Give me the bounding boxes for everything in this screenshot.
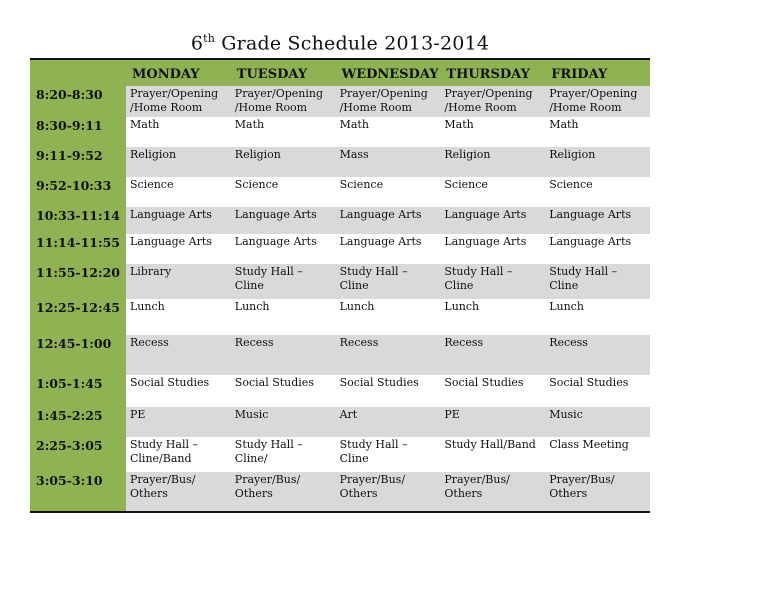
- schedule-cell: Social Studies: [444, 376, 524, 389]
- schedule-cell: Class Meeting: [549, 438, 629, 451]
- schedule-cell: Study Hall – Cline: [339, 438, 408, 465]
- table-row: [30, 299, 650, 335]
- time-slot: 12:25-12:45: [30, 299, 126, 335]
- time-slot: 12:45-1:00: [30, 335, 126, 375]
- header-row: [30, 59, 650, 86]
- schedule-cell: Prayer/Opening /Home Room: [545, 86, 650, 117]
- schedule-cell: Math: [130, 118, 160, 131]
- table-row: [30, 407, 650, 437]
- day-header: FRIDAY: [545, 59, 650, 86]
- schedule-cell: Language Arts: [549, 235, 632, 248]
- schedule-cell: Prayer/Bus/ Others: [336, 472, 441, 512]
- schedule-cell: Science: [444, 178, 488, 191]
- schedule-cell: Language Arts: [440, 207, 545, 234]
- title-grade: 6: [190, 32, 204, 55]
- schedule-cell: Prayer/Opening /Home Room: [440, 86, 545, 117]
- schedule-cell: Art: [336, 407, 441, 437]
- time-slot: 10:33-11:14: [30, 207, 126, 234]
- schedule-cell: Social Studies: [339, 376, 419, 389]
- schedule-cell: Language Arts: [545, 207, 650, 234]
- schedule-cell: Language Arts: [339, 235, 422, 248]
- schedule-cell: Prayer/Opening /Home Room: [126, 86, 231, 117]
- schedule-cell: Lunch: [234, 300, 270, 313]
- time-slot: 8:30-9:11: [30, 117, 126, 147]
- schedule-cell: Recess: [231, 335, 336, 375]
- schedule-cell: Math: [339, 118, 369, 131]
- schedule-cell: Religion: [126, 147, 231, 177]
- schedule-cell: Language Arts: [444, 235, 527, 248]
- schedule-cell: PE: [440, 407, 545, 437]
- schedule-body: [30, 86, 650, 512]
- time-slot: 3:05-3:10: [30, 472, 126, 512]
- schedule-cell: Prayer/Bus/ Others: [126, 472, 231, 512]
- schedule-cell: Music: [231, 407, 336, 437]
- time-slot: 1:05-1:45: [30, 375, 126, 407]
- day-header: THURSDAY: [440, 59, 545, 86]
- table-row: [30, 264, 650, 299]
- table-row: [30, 375, 650, 407]
- schedule-cell: Mass: [336, 147, 441, 177]
- table-row: [30, 86, 650, 117]
- schedule-cell: Recess: [336, 335, 441, 375]
- schedule-cell: Science: [339, 178, 384, 191]
- schedule-cell: Science: [130, 178, 174, 191]
- schedule-cell: Religion: [231, 147, 336, 177]
- table-row: [30, 472, 650, 512]
- schedule-cell: Language Arts: [126, 207, 231, 234]
- table-row: [30, 335, 650, 375]
- table-row: [30, 177, 650, 207]
- time-slot: 9:52-10:33: [30, 177, 126, 207]
- schedule-table: [30, 58, 650, 513]
- schedule-cell: Recess: [126, 335, 231, 375]
- schedule-cell: Math: [549, 118, 579, 131]
- time-slot: 2:25-3:05: [30, 437, 126, 472]
- schedule-cell: Social Studies: [234, 376, 314, 389]
- schedule-cell: Study Hall – Cline/: [234, 438, 303, 465]
- schedule-cell: Religion: [440, 147, 545, 177]
- table-row: [30, 117, 650, 147]
- time-slot: 1:45-2:25: [30, 407, 126, 437]
- day-header: WEDNESDAY: [336, 59, 441, 86]
- schedule-cell: Recess: [440, 335, 545, 375]
- time-slot: 11:55-12:20: [30, 264, 126, 299]
- schedule-cell: Study Hall – Cline: [545, 264, 650, 299]
- schedule-cell: Lunch: [130, 300, 165, 313]
- schedule-cell: Social Studies: [130, 376, 210, 389]
- schedule-cell: Math: [444, 118, 474, 131]
- table-row: [30, 437, 650, 472]
- table-row: [30, 207, 650, 234]
- schedule-cell: Music: [545, 407, 650, 437]
- schedule-cell: Study Hall – Cline/Band: [130, 438, 198, 465]
- schedule-cell: Social Studies: [549, 376, 629, 389]
- page-title: [30, 32, 650, 54]
- table-row: [30, 147, 650, 177]
- schedule-cell: Science: [549, 178, 593, 191]
- schedule-cell: Library: [126, 264, 231, 299]
- schedule-cell: Lunch: [549, 300, 584, 313]
- schedule-cell: Study Hall – Cline: [440, 264, 545, 299]
- schedule-cell: Prayer/Opening /Home Room: [336, 86, 441, 117]
- schedule-cell: Math: [234, 118, 265, 131]
- day-header: TUESDAY: [231, 59, 336, 86]
- time-slot: 8:20-8:30: [30, 86, 126, 117]
- schedule-cell: Study Hall/Band: [444, 438, 536, 451]
- schedule-cell: Prayer/Opening /Home Room: [231, 86, 336, 117]
- schedule-cell: Language Arts: [234, 235, 317, 248]
- day-header: MONDAY: [126, 59, 231, 86]
- schedule-cell: Lunch: [444, 300, 480, 313]
- time-slot: 11:14-11:55: [30, 234, 126, 264]
- table-row: [30, 234, 650, 264]
- schedule-cell: Prayer/Bus/ Others: [545, 472, 650, 512]
- schedule-cell: Prayer/Bus/ Others: [440, 472, 545, 512]
- schedule-cell: Religion: [545, 147, 650, 177]
- title-suffix: th: [203, 32, 216, 45]
- schedule-cell: Language Arts: [130, 235, 212, 248]
- time-slot: 9:11-9:52: [30, 147, 126, 177]
- schedule-cell: Recess: [545, 335, 650, 375]
- schedule-cell: Lunch: [339, 300, 375, 313]
- title-text: Grade Schedule 2013-2014: [221, 32, 490, 55]
- time-header: [30, 59, 126, 86]
- schedule-cell: Prayer/Bus/ Others: [231, 472, 336, 512]
- schedule-cell: Language Arts: [336, 207, 441, 234]
- schedule-cell: PE: [126, 407, 231, 437]
- schedule-cell: Language Arts: [231, 207, 336, 234]
- schedule-cell: Study Hall – Cline: [336, 264, 441, 299]
- schedule-cell: Science: [234, 178, 279, 191]
- schedule-cell: Study Hall – Cline: [231, 264, 336, 299]
